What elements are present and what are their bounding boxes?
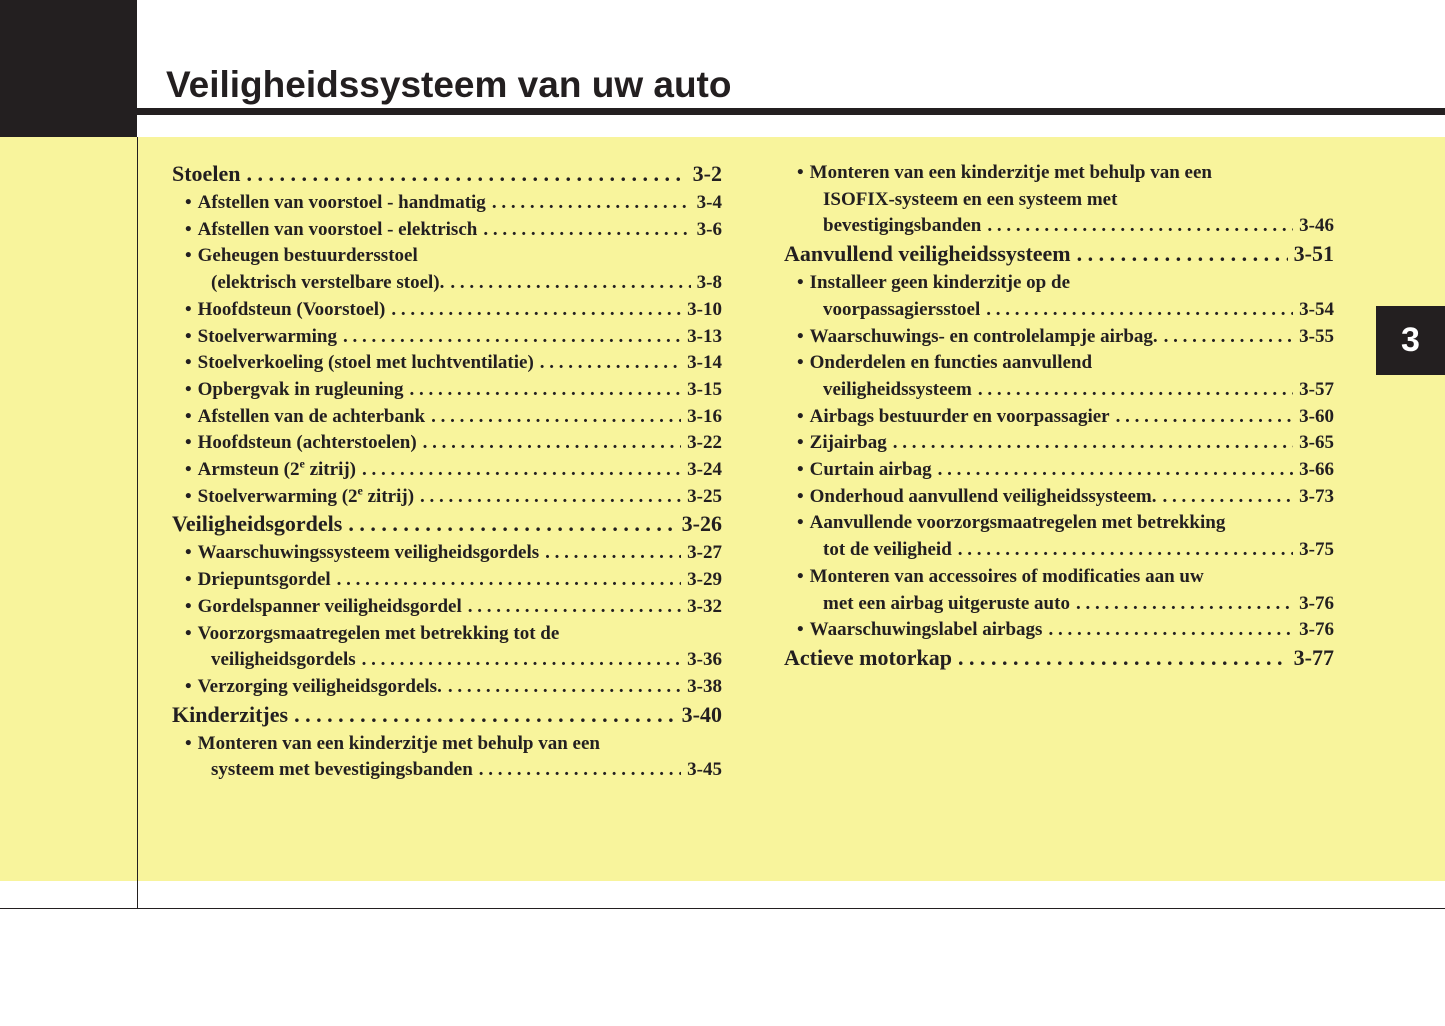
title-underline <box>137 108 1445 115</box>
toc-label-sup: e <box>299 456 305 471</box>
toc-item[interactable]: • Armsteun (2e zitrij) . . . 3-24 <box>172 457 722 484</box>
toc-item[interactable]: • Zijairbag . . . 3-65 <box>784 430 1334 457</box>
toc-label: Waarschuwingslabel airbags <box>809 619 1043 641</box>
toc-label-end: zitrij) <box>304 459 356 481</box>
toc-page: 3-51 <box>1293 241 1334 267</box>
toc-item[interactable]: • Afstellen van voorstoel - handmatig . . . 3-4 <box>172 190 722 217</box>
toc-page: 3-55 <box>1299 325 1334 347</box>
page-title: Veiligheidssysteem van uw auto <box>166 64 732 105</box>
toc-label: Stoelen <box>172 161 241 186</box>
toc-label: Driepuntsgordel <box>197 569 331 591</box>
toc-label: voorpassagiersstoel <box>823 298 981 320</box>
toc-page: 3-65 <box>1299 432 1334 454</box>
toc-label-line1: Monteren van een kinderzitje met behulp van een <box>809 162 1212 183</box>
toc-page: 3-2 <box>692 161 722 186</box>
toc-label: Afstellen van de achterbank <box>197 405 426 427</box>
toc-page: 3-16 <box>687 405 722 427</box>
toc-item[interactable]: • Aanvullende voorzorgsmaatregelen met betrekking tot de veiligheid . . . 3-75 <box>784 510 1334 563</box>
toc-label: Afstellen van voorstoel - elektrisch <box>197 218 478 240</box>
toc-page: 3-66 <box>1299 459 1334 481</box>
toc-page: 3-77 <box>1293 644 1334 670</box>
toc-label-line1: Monteren van een kinderzitje met behulp van een <box>197 732 600 754</box>
toc-item[interactable]: • Onderhoud aanvullend veiligheidssysteem. . . . 3-73 <box>784 484 1334 511</box>
toc-page: 3-38 <box>687 675 722 697</box>
toc-item[interactable]: • Stoelverwarming (2e zitrij) . . . 3-25 <box>172 484 722 511</box>
toc-label: Hoofdsteun (achterstoelen) <box>197 432 417 454</box>
toc-item[interactable]: • Onderdelen en functies aanvullend veiligheidssysteem . . . 3-57 <box>784 350 1334 403</box>
toc-item[interactable]: • Hoofdsteun (Voorstoel) . . . 3-10 <box>172 297 722 324</box>
toc-page: 3-15 <box>687 378 722 400</box>
toc-page: 3-6 <box>696 218 722 240</box>
toc-label-end: zitrij) <box>362 485 415 507</box>
toc-item[interactable]: • Curtain airbag . . . 3-66 <box>784 457 1334 484</box>
toc-section-stoelen[interactable] <box>172 161 722 187</box>
toc-section-kinderzitjes[interactable] <box>172 702 722 728</box>
toc-item[interactable]: • Voorzorgsmaatregelen met betrekking tot de veiligheidsgordels . . . 3-36 <box>172 621 722 674</box>
toc-item[interactable]: • Waarschuwingssysteem veiligheidsgordels . . . 3-27 <box>172 540 722 567</box>
toc-page: 3-27 <box>687 542 722 564</box>
toc-label-sup: e <box>357 483 363 498</box>
toc-label: tot de veiligheid <box>823 539 952 561</box>
toc-page: 3-26 <box>681 511 722 537</box>
toc-page: 3-54 <box>1299 298 1334 320</box>
toc-item[interactable]: • Waarschuwings- en controlelampje airbag. . . . 3-55 <box>784 324 1334 351</box>
toc-left-column <box>172 160 722 784</box>
toc-item[interactable]: • Verzorging veiligheidsgordels. . . . 3-38 <box>172 674 722 701</box>
toc-item[interactable]: • Airbags bestuurder en voorpassagier . . . 3-60 <box>784 404 1334 431</box>
toc-page: 3-60 <box>1299 405 1334 427</box>
toc-page: 3-45 <box>687 759 722 781</box>
bottom-rule <box>0 908 1445 909</box>
toc-item[interactable]: • Hoofdsteun (achterstoelen) . . . 3-22 <box>172 430 722 457</box>
toc-label: Actieve motorkap <box>784 644 953 670</box>
chapter-corner-block <box>0 0 137 137</box>
toc-item[interactable]: • Afstellen van voorstoel - elektrisch . . . 3-6 <box>172 217 722 244</box>
toc-label-line1: Monteren van accessoires of modificaties aan uw <box>809 565 1204 587</box>
toc-item[interactable]: • Stoelverkoeling (stoel met luchtventilatie) . . . 3-14 <box>172 350 722 377</box>
toc-item[interactable]: • Monteren van een kinderzitje met behulp van een systeem met bevestigingsbanden . . . 3-45 <box>172 731 722 784</box>
toc-label: Zijairbag <box>809 432 887 454</box>
toc-label: met een airbag uitgeruste auto <box>823 592 1070 614</box>
toc-page: 3-32 <box>687 595 722 617</box>
toc-page: 3-57 <box>1299 378 1334 400</box>
toc-label: Waarschuwingssysteem veiligheidsgordels <box>197 542 540 564</box>
toc-item[interactable]: • Gordelspanner veiligheidsgordel . . . 3-32 <box>172 594 722 621</box>
toc-label: Gordelspanner veiligheidsgordel <box>197 595 462 617</box>
left-margin-rule <box>137 137 138 909</box>
toc-page: 3-10 <box>687 298 722 320</box>
toc-label: Stoelverkoeling (stoel met luchtventilatie) <box>197 352 534 374</box>
toc-label: Kinderzitjes <box>172 701 289 727</box>
toc-label-line2: ISOFIX-systeem en een systeem met <box>823 188 1118 210</box>
toc-label: (elektrisch verstelbare stoel). <box>211 272 445 294</box>
toc-label: Afstellen van voorstoel - handmatig <box>197 192 486 213</box>
toc-label: Hoofdsteun (Voorstoel) <box>197 298 386 320</box>
toc-section-veiligheidsgordels[interactable] <box>172 511 722 537</box>
toc-page: 3-14 <box>687 352 722 374</box>
toc-section-aanvullend[interactable] <box>784 241 1334 267</box>
toc-item[interactable]: • Driepuntsgordel . . . 3-29 <box>172 567 722 594</box>
toc-page: 3-25 <box>687 485 722 507</box>
toc-page: 3-76 <box>1299 619 1334 641</box>
toc-label: Verzorging veiligheidsgordels. <box>197 675 442 697</box>
toc-label: Aanvullend veiligheidssysteem <box>784 241 1071 267</box>
toc-label: veiligheidssysteem <box>823 378 972 400</box>
toc-item[interactable]: • Monteren van accessoires of modificaties aan uw met een airbag uitgeruste auto . . . 3-76 <box>784 564 1334 617</box>
toc-page: 3-24 <box>687 459 722 481</box>
toc-item[interactable]: • Geheugen bestuurdersstoel (elektrisch verstelbare stoel). . . . 3-8 <box>172 243 722 296</box>
toc-item[interactable]: • Opbergvak in rugleuning . . . 3-15 <box>172 377 722 404</box>
toc-label: Veiligheidsgordels <box>172 511 343 537</box>
toc-page: 3-22 <box>687 432 722 454</box>
toc-label: Armsteun (2 <box>197 459 300 481</box>
toc-label: systeem met bevestigingsbanden <box>211 759 473 781</box>
toc-item[interactable]: • Afstellen van de achterbank . . . 3-16 <box>172 404 722 431</box>
toc-section-actieve-motorkap[interactable] <box>784 645 1334 671</box>
toc-page: 3-40 <box>681 701 722 727</box>
toc-label: Waarschuwings- en controlelampje airbag. <box>809 325 1158 347</box>
toc-label-line1: Onderdelen en functies aanvullend <box>809 352 1093 374</box>
toc-label: Airbags bestuurder en voorpassagier <box>809 405 1110 427</box>
toc-page: 3-76 <box>1299 592 1334 614</box>
toc-item[interactable]: • Installeer geen kinderzitje op de voorpassagiersstoel . . . 3-54 <box>784 270 1334 323</box>
toc-page: 3-8 <box>696 272 722 294</box>
toc-page: 3-29 <box>687 569 722 591</box>
toc-item[interactable]: • Monteren van een kinderzitje met behulp van een ISOFIX-systeem en een systeem met bevestigingsbanden . . . 3-46 <box>784 160 1334 240</box>
toc-label: Opbergvak in rugleuning <box>197 378 404 400</box>
toc-page: 3-75 <box>1299 539 1334 561</box>
toc-page: 3-46 <box>1299 215 1334 237</box>
toc-label-line1: Geheugen bestuurdersstoel <box>197 245 418 267</box>
toc-label: veiligheidsgordels <box>211 649 356 671</box>
toc-label: Stoelverwarming <box>197 325 337 347</box>
toc-page: 3-36 <box>687 649 722 671</box>
toc-page: 3-73 <box>1299 485 1334 507</box>
toc-item[interactable]: • Stoelverwarming . . . 3-13 <box>172 324 722 351</box>
toc-label: Stoelverwarming (2 <box>197 485 358 507</box>
toc-label-line1: Voorzorgsmaatregelen met betrekking tot de <box>197 622 560 644</box>
toc-page: 3-4 <box>696 192 722 213</box>
toc-label-line1: Installeer geen kinderzitje op de <box>809 272 1070 294</box>
toc-page: 3-13 <box>687 325 722 347</box>
toc-label-line1: Aanvullende voorzorgsmaatregelen met betrekking <box>809 512 1226 534</box>
toc-label: Onderhoud aanvullend veiligheidssysteem. <box>809 485 1157 507</box>
chapter-tab[interactable]: 3 <box>1376 306 1445 375</box>
toc-label: Curtain airbag <box>809 459 932 481</box>
toc-item[interactable]: • Waarschuwingslabel airbags . . . 3-76 <box>784 617 1334 644</box>
toc-label: bevestigingsbanden <box>823 215 982 237</box>
toc-right-column <box>784 160 1334 674</box>
